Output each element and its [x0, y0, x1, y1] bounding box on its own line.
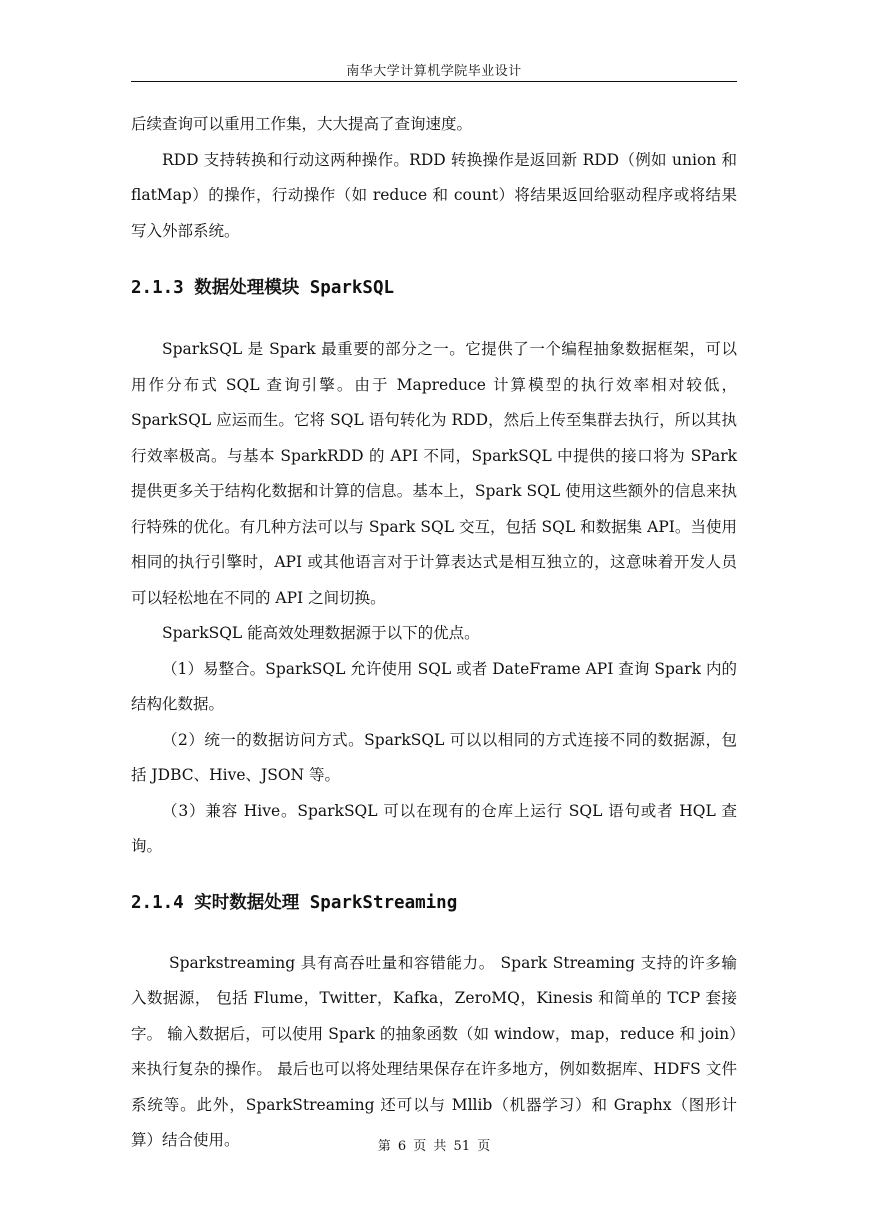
- paragraph-sparksql-advantages: SparkSQL 能高效处理数据源于以下的优点。: [162, 624, 480, 642]
- paragraph-continuation: 后续查询可以重用工作集，大大提高了查询速度。: [131, 115, 473, 133]
- section-heading-2-1-4: 2.1.4 实时数据处理 SparkStreaming: [131, 892, 458, 913]
- list-item-easy-integration: （1）易整合。SparkSQL 允许使用 SQL 或者 DateFrame API 查询 Spark 内的结构化数据。: [131, 659, 737, 713]
- page-body: [131, 107, 737, 1159]
- page-header: 南华大学计算机学院毕业设计: [346, 64, 522, 79]
- section-heading-2-1-3: 2.1.3 数据处理模块 SparkSQL: [131, 278, 395, 298]
- header-rule: [131, 81, 737, 82]
- paragraph-sparksql-intro: SparkSQL 是 Spark 最重要的部分之一。它提供了一个编程抽象数据框架，可以用作分布式 SQL 查询引擎。由于 Mapreduce 计算模型的执行效率相对较低，SparkSQL 应运而生。它将 SQL 语句转化为 RDD，然后上传至集群去执行，所以其执行效率极高。与基本 SparkRDD 的 API 不同，SparkSQL 中提供的接口将为 SPark 提供更多关于结构化数据和计算的信息。基本上，Spark SQL 使用这些额外的信息来执行特殊的优化。有几种方法可以与 Spark SQL 交互，包括 SQL 和数据集 API。当使用相同的执行引擎时，API 或其他语言对于计算表达式是相互独立的，这意味着开发人员可以轻松地在不同的 API 之间切换。: [131, 340, 737, 607]
- list-item-unified-access: （2）统一的数据访问方式。SparkSQL 可以以相同的方式连接不同的数据源，包括 JDBC、Hive、JSON 等。: [131, 730, 737, 784]
- page-footer: 第 6 页 共 51 页: [377, 1139, 491, 1154]
- paragraph-sparkstreaming: Sparkstreaming 具有高吞吐量和容错能力。 Spark Streaming 支持的许多输入数据源， 包括 Flume，Twitter，Kafka，ZeroMQ，Kinesis 和简单的 TCP 套接字。 输入数据后，可以使用 Spark 的抽象函数（如 window，map，reduce 和 join）来执行复杂的操作。 最后也可以将处理结果保存在许多地方，例如数据库、HDFS 文件系统等。此外，SparkStreaming 还可以与 Mllib（机器学习）和 Graphx（图形计算）结合使用。: [131, 953, 737, 1149]
- list-item-hive-compatible: （3）兼容 Hive。SparkSQL 可以在现有的仓库上运行 SQL 语句或者 HQL 查询。: [131, 801, 737, 855]
- paragraph-rdd-operations: RDD 支持转换和行动这两种操作。RDD 转换操作是返回新 RDD（例如 union 和 flatMap）的操作，行动操作（如 reduce 和 count）将结果返回给驱动程序或将结果写入外部系统。: [131, 150, 737, 240]
